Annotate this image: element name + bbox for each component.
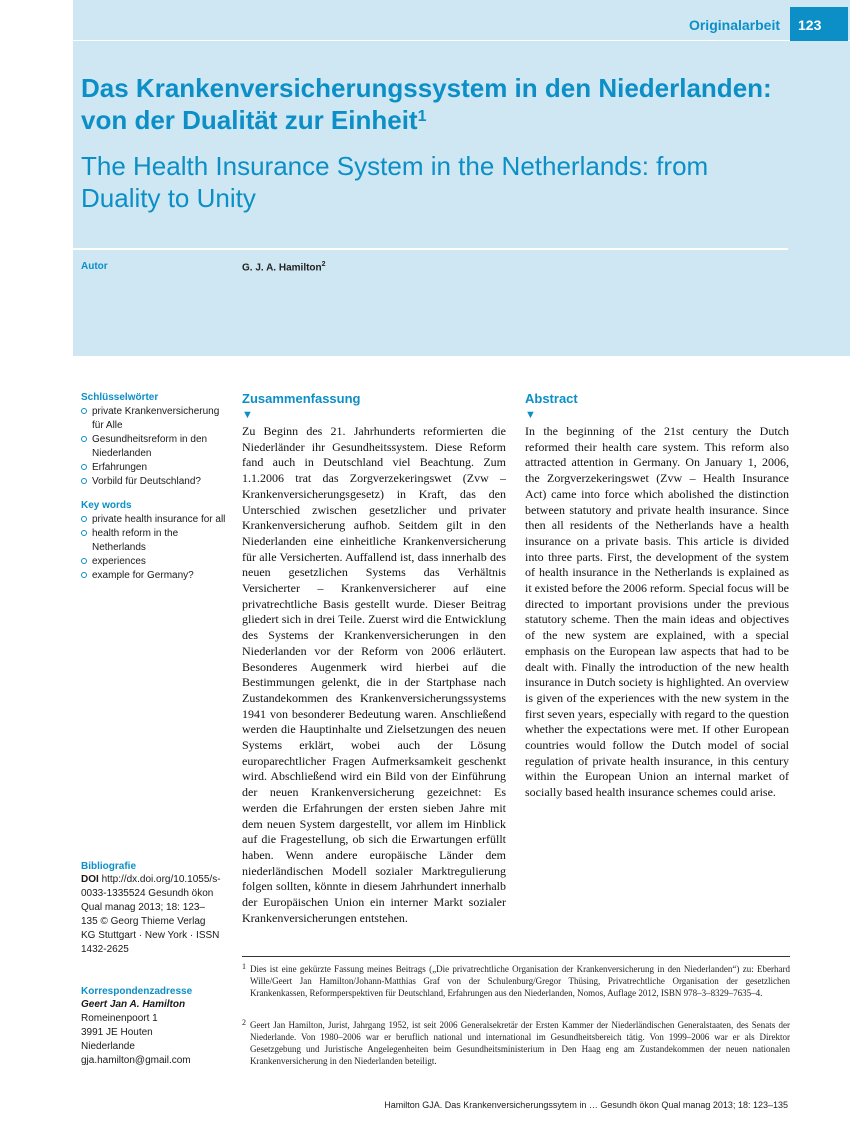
keyword-item: experiences xyxy=(81,555,227,569)
correspondence-name: Geert Jan A. Hamilton xyxy=(81,999,186,1010)
bibliography xyxy=(81,861,221,957)
keyword-item: private health insurance for all xyxy=(81,513,227,527)
title-german: Das Krankenversicherungssystem in den Niederlanden: von der Dualität zur Einheit$^1$ xyxy=(81,73,772,135)
bullet-icon xyxy=(81,464,87,470)
footnote-1: 1 Dies ist eine gekürzte Fassung meines Beitrags („Die privatrechtliche Organisation der Krankenversicherung in den Niederlanden“) zu: Eberhard Wille/Geert Jan Hamilton/Johann-Matthias Graf von der Schulenburg/Gregor Thüsing, Privatrechtliche Organisation der gesetzlichen Krankenkassen, Reformperspektiven für Deutschland, Erfahrungen aus den Niederlanden, Nomos, Auflage 2012, ISBN 978–3–8329–7635–4. xyxy=(242,962,790,998)
author-name: G. J. A. Hamilton$^2$ xyxy=(242,261,326,274)
bullet-icon xyxy=(81,572,87,578)
article-type: Originalarbeit xyxy=(688,17,780,33)
bullet-icon xyxy=(81,408,87,414)
zusammenfassung-text: Zu Beginn des 21. Jahrhunderts reformierten die Niederländer ihr Gesundheitssystem. Diese Reform fand auch in Deutschland viel Beachtung. Zum 1.1.2006 trat das Zorgverzekeringswet (Zvw – Krankenversicherungsgesetz) in Kraft, das den Unterschied zwischen gesetzlicher und privater Krankenversicherung aufhob. Seitdem gilt in den Niederlanden eine einheitliche Krankenversicherung für alle Versicherten. Auffallend ist, dass innerhalb des neuen gesetzlichen Systems das Verhältnis Versicherter – Krankenversicherer auf eine privatrechtliche Basis gestellt wurde. Dieser Beitrag gliedert sich in drei Teile. Zuerst wird die Entwicklung des Systems der Krankenversicherungen in den Niederlanden vor der Reform von 2006 erläutert. Besonderes Augenmerk wird hierbei auf die Bestimmungen gelenkt, die in der Startphase nach Zustandekommen des Krankenversicherungssystems 1941 von besonderer Bedeutung waren. Anschließend werden die Hauptinhalte und Zielsetzungen des neuen Systems erklärt, wobei auch der Lösung europarechtlicher Fragen Aufmerksamkeit geschenkt wird. Abschließend wird ein Bild von der Einführung der neuen Krankenversicherung gezeichnet: Es werden die Erfahrungen der ersten sieben Jahre mit dem neuen System dargestellt, vor allem im Hinblick auf die Fragestellung, ob sich die Erwartungen erfüllt haben. Wenn andere europäische Länder dem niederländischen Modell sozialer Marktregulierung folgen sollten, könnte in diesem Jahrhundert innerhalb der Europäischen Union ein interner Markt sozialer Krankenversicherungen entstehen. xyxy=(242,424,506,925)
email-link[interactable]: gja.hamilton@gmail.com xyxy=(81,1055,191,1066)
doi-link[interactable]: http://dx.doi.org/10.1055/s-0033-1335524 xyxy=(81,874,221,899)
bullet-icon xyxy=(81,516,87,522)
header-divider xyxy=(73,40,850,41)
title-divider xyxy=(73,248,788,250)
triangle-down-icon: ▼ xyxy=(525,409,536,421)
bullet-icon xyxy=(81,558,87,564)
footnote-divider xyxy=(242,956,790,957)
bullet-icon xyxy=(81,478,87,484)
keyword-item: example for Germany? xyxy=(81,569,227,583)
correspondence xyxy=(81,986,221,1068)
footnote-2: 2 Geert Jan Hamilton, Jurist, Jahrgang 1952, ist seit 2006 Generalsekretär der Ersten Kammer der Niederländischen Generalstaaten, des Senats der Niederlande. Von 1980–2006 war er beruflich national und international im Gesundheitsbereich tätig. Von 1999–2006 war er als Direktor Gesetzgebung und Juristische Angelegenheiten beim Gesundheitsministerium in Den Haag eng am Zustandekommen der neuen nationalen Krankenversicherung in den Niederlanden beteiligt. xyxy=(242,1018,790,1066)
keyword-item: private Krankenversicherung für Alle xyxy=(81,405,227,433)
keywords-en xyxy=(81,500,227,583)
citation: Gesundh ökon Qual manag 2013; 18: 123–135 © Georg Thieme Verlag KG Stuttgart · New York · ISSN 1432-2625 xyxy=(81,888,220,955)
bullet-icon xyxy=(81,530,87,536)
keyword-item: Erfahrungen xyxy=(81,461,227,475)
triangle-down-icon: ▼ xyxy=(242,409,253,421)
abstract-text: In the beginning of the 21st century the Dutch reformed their health care system. This reform also attracted attention in Germany. On January 1, 2006, the Zorgverzekeringswet (Zvw – Health Insurance Act) came into force which abolished the distinction between statutory and private health insurance. Since then all residents of the Netherlands have a health insurance on a private basis. This article is divided into three parts. First, the development of the system of health insurance in the Netherlands is explained as it existed before the 2006 reform. Special focus will be directed to important provisions under the previous statutory scheme. Then the main ideas and objectives of the new system are explained, with a special emphasis on the European law aspects that had to be dealt with. Finally the introduction of the new health insurance in Dutch society is highlighted. An overview is given of the experiences with the new system in the first seven years, especially with regard to the question whether the expectations were met. If other European countries would follow the Dutch model of social regulation of private health insurance, in this century within the European Union an internal market of socially based health insurance schemes could arise. xyxy=(525,424,789,800)
keywords-de xyxy=(81,392,227,489)
keyword-item: Vorbild für Deutschland? xyxy=(81,475,227,489)
zusammenfassung-heading: Zusammenfassung xyxy=(242,391,361,406)
address-line: 3991 JE Houten xyxy=(81,1027,153,1038)
address-line: Romeinenpoort 1 xyxy=(81,1013,158,1024)
keyword-item: Gesundheitsreform in den Niederlanden xyxy=(81,433,227,461)
bullet-icon xyxy=(81,436,87,442)
title-english: The Health Insurance System in the Netherlands: from Duality to Unity xyxy=(81,151,709,213)
page-number: 123 xyxy=(790,7,848,41)
footer-citation: Hamilton GJA. Das Krankenversicherungssytem in … Gesundh ökon Qual manag 2013; 18: 123–135 xyxy=(384,1100,788,1110)
correspondence-heading: Korrespondenzadresse xyxy=(81,986,193,997)
bibliography-heading: Bibliografie xyxy=(81,861,137,872)
keywords-de-heading: Schlüsselwörter xyxy=(81,392,159,403)
keyword-item: health reform in the Netherlands xyxy=(81,527,227,555)
doi-label: DOI xyxy=(81,874,99,885)
keywords-en-heading: Key words xyxy=(81,500,132,511)
abstract-heading: Abstract xyxy=(525,391,578,406)
author-label: Autor xyxy=(81,261,108,272)
address-line: Niederlande xyxy=(81,1041,135,1052)
title-footnote-marker: 1 xyxy=(417,108,427,125)
